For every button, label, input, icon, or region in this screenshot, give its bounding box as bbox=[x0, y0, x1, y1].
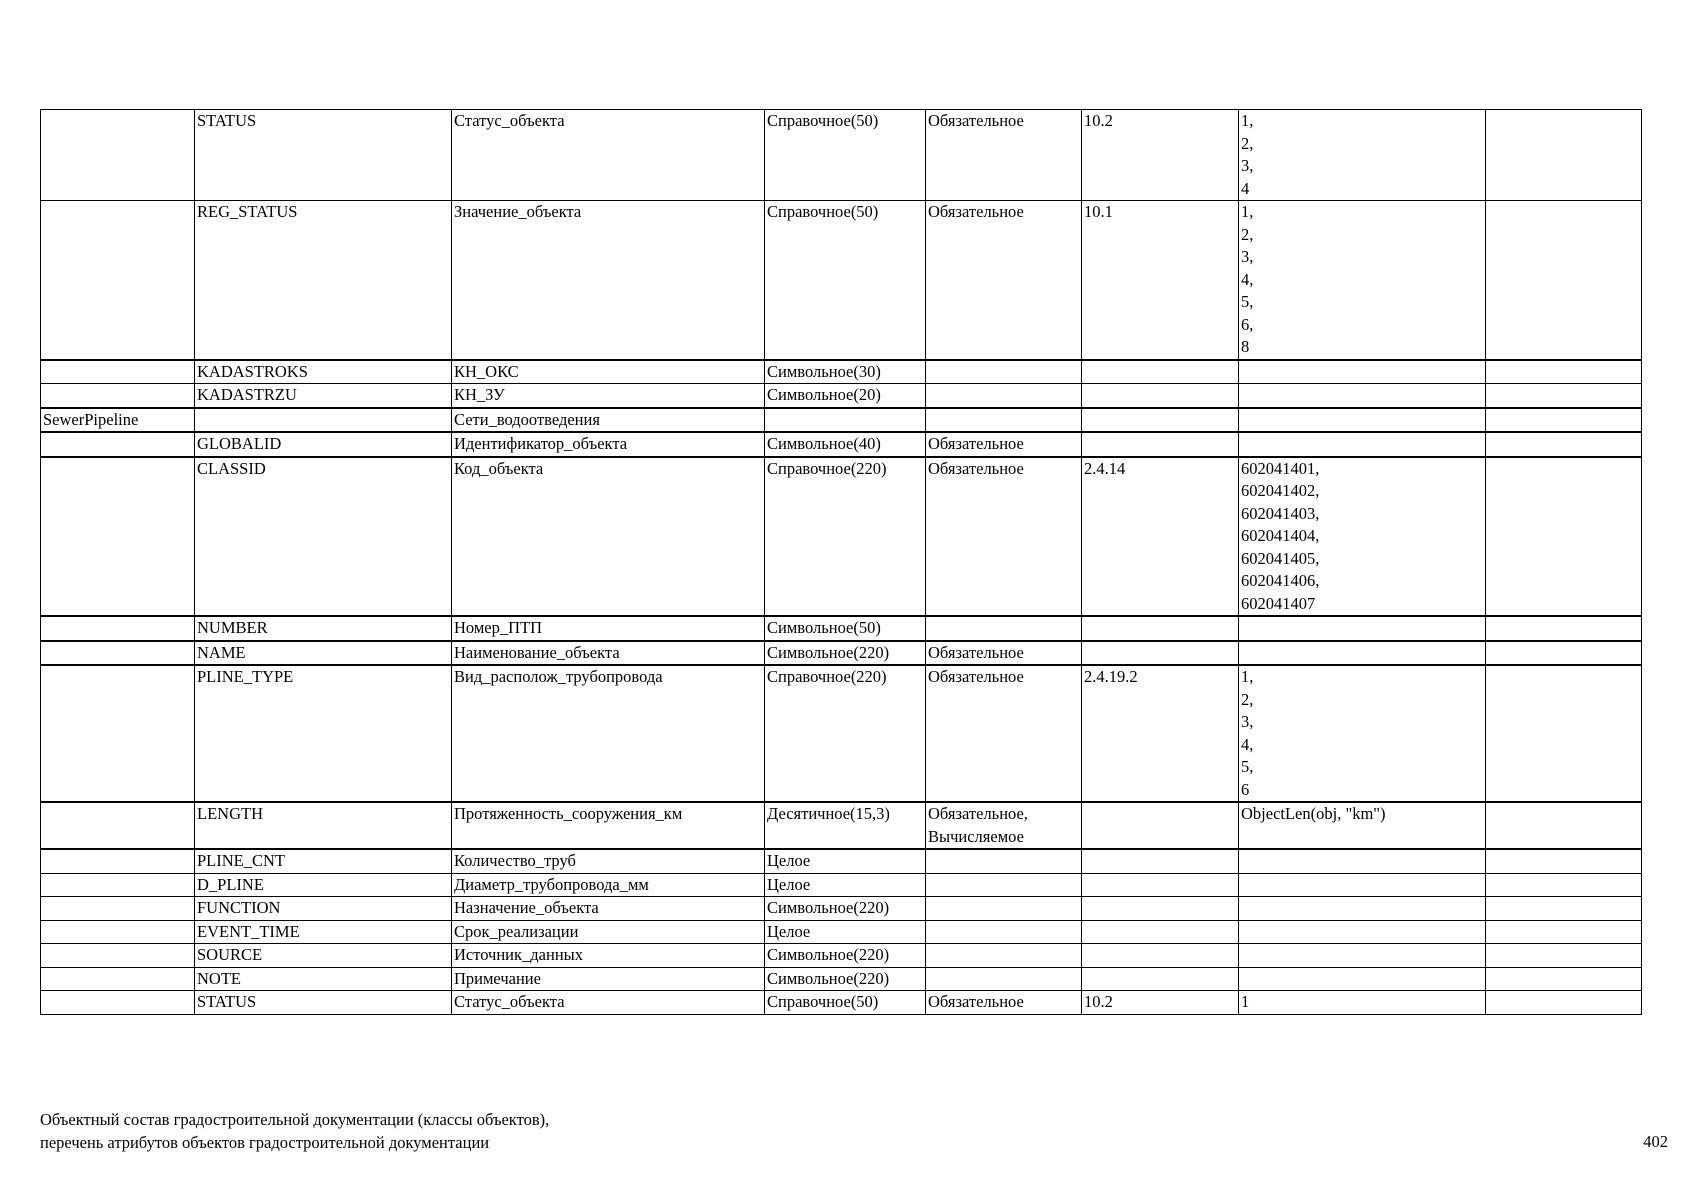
requirement-cell: Обязательное bbox=[926, 991, 1082, 1015]
notes-cell bbox=[1486, 920, 1642, 944]
reference-code-cell bbox=[1082, 360, 1239, 384]
reference-code-cell bbox=[1082, 967, 1239, 991]
class-name-cell bbox=[41, 897, 195, 921]
attribute-type-cell: Справочное(220) bbox=[765, 457, 926, 617]
attribute-description-cell: КН_ОКС bbox=[452, 360, 765, 384]
attribute-type-cell: Символьное(20) bbox=[765, 384, 926, 408]
class-name-cell bbox=[41, 920, 195, 944]
attribute-type-cell: Символьное(40) bbox=[765, 432, 926, 457]
attribute-description-cell: КН_ЗУ bbox=[452, 384, 765, 408]
allowed-values-cell: 1 bbox=[1239, 991, 1486, 1015]
reference-code-cell: 2.4.19.2 bbox=[1082, 665, 1239, 802]
requirement-cell bbox=[926, 920, 1082, 944]
attribute-type-cell: Десятичное(15,3) bbox=[765, 802, 926, 849]
allowed-values-cell bbox=[1239, 944, 1486, 968]
attribute-type-cell: Символьное(50) bbox=[765, 616, 926, 641]
reference-code-cell bbox=[1082, 616, 1239, 641]
notes-cell bbox=[1486, 201, 1642, 360]
table-row bbox=[41, 432, 1642, 457]
requirement-cell bbox=[926, 384, 1082, 408]
attribute-description-cell: Диаметр_трубопровода_мм bbox=[452, 873, 765, 897]
reference-code-cell bbox=[1082, 873, 1239, 897]
attribute-type-cell: Символьное(220) bbox=[765, 641, 926, 666]
attribute-name-cell: NAME bbox=[195, 641, 452, 666]
notes-cell bbox=[1486, 457, 1642, 617]
attribute-name-cell: GLOBALID bbox=[195, 432, 452, 457]
attribute-name-cell: D_PLINE bbox=[195, 873, 452, 897]
table-row bbox=[41, 665, 1642, 802]
table-row bbox=[41, 616, 1642, 641]
attribute-name-cell: KADASTRZU bbox=[195, 384, 452, 408]
notes-cell bbox=[1486, 897, 1642, 921]
attribute-description-cell: Значение_объекта bbox=[452, 201, 765, 360]
notes-cell bbox=[1486, 408, 1642, 433]
reference-code-cell: 10.2 bbox=[1082, 110, 1239, 201]
allowed-values-cell: 602041401, 602041402, 602041403, 602041404, 602041405, 602041406, 602041407 bbox=[1239, 457, 1486, 617]
table-row bbox=[41, 897, 1642, 921]
allowed-values-cell: 1, 2, 3, 4 bbox=[1239, 110, 1486, 201]
allowed-values-cell bbox=[1239, 384, 1486, 408]
notes-cell bbox=[1486, 616, 1642, 641]
page-footer bbox=[40, 1108, 549, 1154]
attribute-description-cell: Статус_объекта bbox=[452, 110, 765, 201]
table-row bbox=[41, 110, 1642, 201]
table-row bbox=[41, 944, 1642, 968]
reference-code-cell bbox=[1082, 432, 1239, 457]
class-name-cell bbox=[41, 641, 195, 666]
allowed-values-cell bbox=[1239, 873, 1486, 897]
attribute-type-cell: Символьное(220) bbox=[765, 944, 926, 968]
attribute-type-cell: Справочное(50) bbox=[765, 991, 926, 1015]
notes-cell bbox=[1486, 873, 1642, 897]
table-row bbox=[41, 967, 1642, 991]
attribute-type-cell: Целое bbox=[765, 920, 926, 944]
table-row bbox=[41, 408, 1642, 433]
requirement-cell: Обязательное bbox=[926, 665, 1082, 802]
class-name-cell bbox=[41, 802, 195, 849]
attribute-name-cell: FUNCTION bbox=[195, 897, 452, 921]
attribute-type-cell: Символьное(30) bbox=[765, 360, 926, 384]
class-name-cell bbox=[41, 873, 195, 897]
requirement-cell: Обязательное bbox=[926, 110, 1082, 201]
class-name-cell bbox=[41, 849, 195, 873]
attributes-table bbox=[40, 109, 1642, 1015]
class-name-cell bbox=[41, 384, 195, 408]
footer-line-2: перечень атрибутов объектов градостроительной документации bbox=[40, 1133, 490, 1152]
class-name-cell: SewerPipeline bbox=[41, 408, 195, 433]
reference-code-cell bbox=[1082, 641, 1239, 666]
notes-cell bbox=[1486, 802, 1642, 849]
allowed-values-cell bbox=[1239, 641, 1486, 666]
attribute-name-cell: PLINE_TYPE bbox=[195, 665, 452, 802]
attribute-description-cell: Количество_труб bbox=[452, 849, 765, 873]
attribute-name-cell: CLASSID bbox=[195, 457, 452, 617]
attribute-description-cell: Сети_водоотведения bbox=[452, 408, 765, 433]
table-row bbox=[41, 641, 1642, 666]
notes-cell bbox=[1486, 360, 1642, 384]
reference-code-cell bbox=[1082, 920, 1239, 944]
reference-code-cell: 10.2 bbox=[1082, 991, 1239, 1015]
table-row bbox=[41, 991, 1642, 1015]
attribute-name-cell: NOTE bbox=[195, 967, 452, 991]
requirement-cell: Обязательное, Вычисляемое bbox=[926, 802, 1082, 849]
attribute-type-cell: Справочное(50) bbox=[765, 110, 926, 201]
attribute-type-cell: Символьное(220) bbox=[765, 967, 926, 991]
attribute-name-cell: SOURCE bbox=[195, 944, 452, 968]
requirement-cell bbox=[926, 873, 1082, 897]
notes-cell bbox=[1486, 641, 1642, 666]
class-name-cell bbox=[41, 432, 195, 457]
reference-code-cell bbox=[1082, 384, 1239, 408]
attribute-description-cell: Примечание bbox=[452, 967, 765, 991]
allowed-values-cell bbox=[1239, 408, 1486, 433]
requirement-cell bbox=[926, 360, 1082, 384]
class-name-cell bbox=[41, 665, 195, 802]
attribute-description-cell: Номер_ПТП bbox=[452, 616, 765, 641]
requirement-cell bbox=[926, 967, 1082, 991]
notes-cell bbox=[1486, 967, 1642, 991]
allowed-values-cell: ObjectLen(obj, "km") bbox=[1239, 802, 1486, 849]
notes-cell bbox=[1486, 665, 1642, 802]
attributes-table-body bbox=[41, 110, 1642, 1015]
requirement-cell bbox=[926, 616, 1082, 641]
attribute-description-cell: Назначение_объекта bbox=[452, 897, 765, 921]
table-row bbox=[41, 360, 1642, 384]
attribute-name-cell: REG_STATUS bbox=[195, 201, 452, 360]
footer-line-1: Объектный состав градостроительной документации (классы объектов), bbox=[40, 1110, 550, 1129]
notes-cell bbox=[1486, 849, 1642, 873]
allowed-values-cell bbox=[1239, 849, 1486, 873]
allowed-values-cell bbox=[1239, 967, 1486, 991]
notes-cell bbox=[1486, 944, 1642, 968]
notes-cell bbox=[1486, 432, 1642, 457]
attribute-type-cell: Символьное(220) bbox=[765, 897, 926, 921]
class-name-cell bbox=[41, 457, 195, 617]
allowed-values-cell: 1, 2, 3, 4, 5, 6, 8 bbox=[1239, 201, 1486, 360]
attribute-name-cell: STATUS bbox=[195, 991, 452, 1015]
notes-cell bbox=[1486, 384, 1642, 408]
notes-cell bbox=[1486, 991, 1642, 1015]
attribute-type-cell: Целое bbox=[765, 873, 926, 897]
allowed-values-cell bbox=[1239, 360, 1486, 384]
table-row bbox=[41, 873, 1642, 897]
reference-code-cell bbox=[1082, 944, 1239, 968]
attribute-type-cell: Целое bbox=[765, 849, 926, 873]
requirement-cell bbox=[926, 849, 1082, 873]
class-name-cell bbox=[41, 201, 195, 360]
requirement-cell: Обязательное bbox=[926, 457, 1082, 617]
requirement-cell: Обязательное bbox=[926, 641, 1082, 666]
attribute-type-cell: Справочное(50) bbox=[765, 201, 926, 360]
page-number: 402 bbox=[1643, 1132, 1668, 1151]
table-row bbox=[41, 802, 1642, 849]
notes-cell bbox=[1486, 110, 1642, 201]
allowed-values-cell bbox=[1239, 920, 1486, 944]
attribute-description-cell: Статус_объекта bbox=[452, 991, 765, 1015]
class-name-cell bbox=[41, 967, 195, 991]
requirement-cell: Обязательное bbox=[926, 201, 1082, 360]
class-name-cell bbox=[41, 360, 195, 384]
requirement-cell bbox=[926, 408, 1082, 433]
table-row bbox=[41, 384, 1642, 408]
class-name-cell bbox=[41, 944, 195, 968]
attribute-description-cell: Код_объекта bbox=[452, 457, 765, 617]
attribute-name-cell: LENGTH bbox=[195, 802, 452, 849]
attribute-description-cell: Наименование_объекта bbox=[452, 641, 765, 666]
attribute-description-cell: Вид_располож_трубопровода bbox=[452, 665, 765, 802]
table-row bbox=[41, 849, 1642, 873]
attribute-name-cell: STATUS bbox=[195, 110, 452, 201]
requirement-cell bbox=[926, 897, 1082, 921]
attribute-type-cell: Справочное(220) bbox=[765, 665, 926, 802]
reference-code-cell bbox=[1082, 849, 1239, 873]
table-row bbox=[41, 201, 1642, 360]
reference-code-cell bbox=[1082, 802, 1239, 849]
allowed-values-cell bbox=[1239, 897, 1486, 921]
class-name-cell bbox=[41, 616, 195, 641]
attribute-name-cell bbox=[195, 408, 452, 433]
reference-code-cell bbox=[1082, 408, 1239, 433]
attribute-name-cell: KADASTROKS bbox=[195, 360, 452, 384]
attribute-description-cell: Идентификатор_объекта bbox=[452, 432, 765, 457]
reference-code-cell bbox=[1082, 897, 1239, 921]
attribute-name-cell: EVENT_TIME bbox=[195, 920, 452, 944]
table-row bbox=[41, 920, 1642, 944]
allowed-values-cell bbox=[1239, 432, 1486, 457]
allowed-values-cell bbox=[1239, 616, 1486, 641]
attribute-description-cell: Протяженность_сооружения_км bbox=[452, 802, 765, 849]
allowed-values-cell: 1, 2, 3, 4, 5, 6 bbox=[1239, 665, 1486, 802]
class-name-cell bbox=[41, 110, 195, 201]
reference-code-cell: 2.4.14 bbox=[1082, 457, 1239, 617]
attribute-name-cell: PLINE_CNT bbox=[195, 849, 452, 873]
reference-code-cell: 10.1 bbox=[1082, 201, 1239, 360]
attribute-type-cell bbox=[765, 408, 926, 433]
attribute-description-cell: Источник_данных bbox=[452, 944, 765, 968]
class-name-cell bbox=[41, 991, 195, 1015]
attribute-name-cell: NUMBER bbox=[195, 616, 452, 641]
table-row bbox=[41, 457, 1642, 617]
requirement-cell bbox=[926, 944, 1082, 968]
attribute-description-cell: Срок_реализации bbox=[452, 920, 765, 944]
requirement-cell: Обязательное bbox=[926, 432, 1082, 457]
